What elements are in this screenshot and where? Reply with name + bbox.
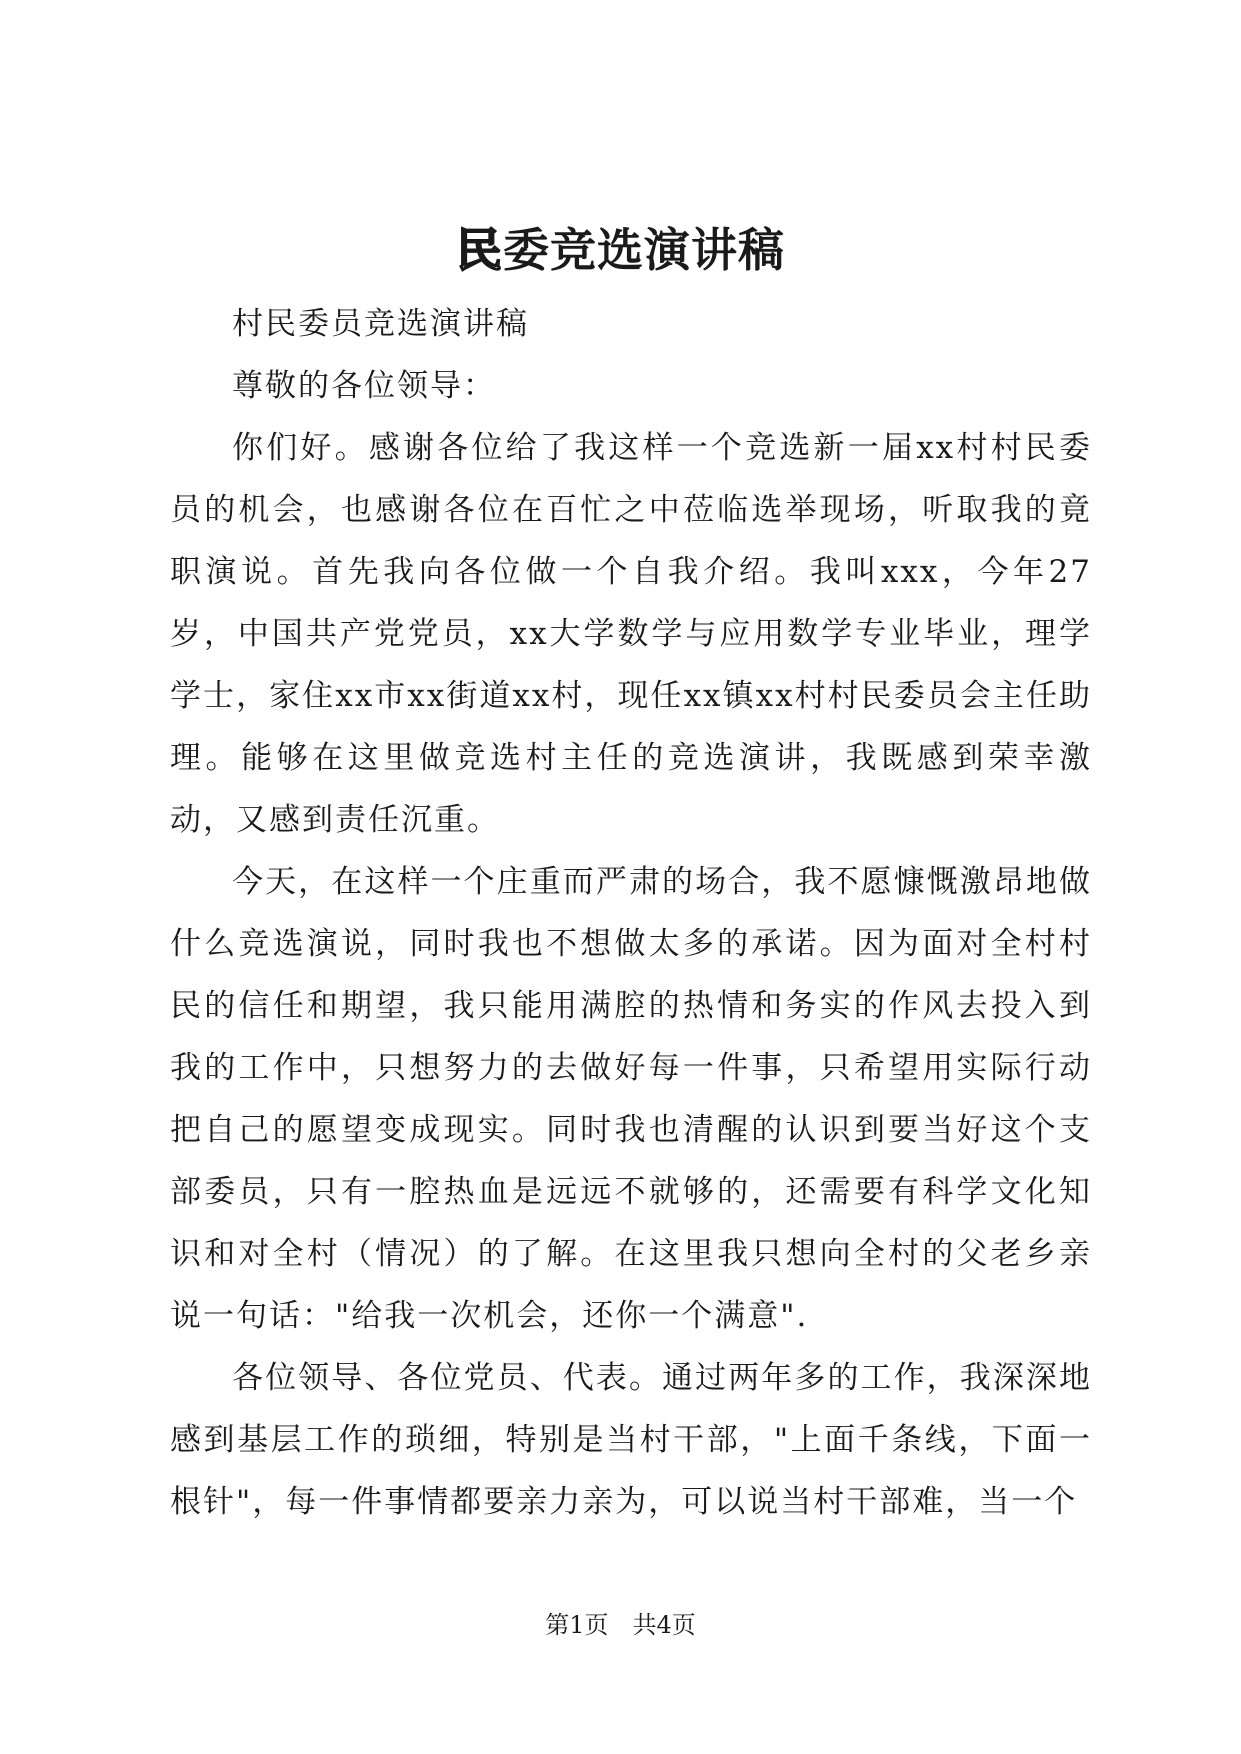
subtitle-line: 村民委员竞选演讲稿 [232, 306, 529, 342]
paragraph-introduction: 你们好。感谢各位给了我这样一个竞选新一届xx村村民委员的机会，也感谢各位在百忙之中莅临选举现场，听取我的竟职演说。首先我向各位做一个自我介绍。我叫xxx，今年27岁，中国共产党党员，xx大学数学与应用数学专业毕业，理学学士，家住xx市xx街道xx村，现任xx镇xx村村民委员会主任助理。能够在这里做竞选村主任的竞选演讲，我既感到荣幸激动，又感到责任沉重。 [170, 430, 1092, 838]
title-first-char: 民 [456, 223, 503, 277]
salutation: 尊敬的各位领导： [232, 368, 496, 404]
paragraph-experience: 各位领导、各位党员、代表。通过两年多的工作，我深深地感到基层工作的琐细，特别是当村干部，"上面千条线，下面一根针"，每一件事情都要亲力亲为，可以说当村干部难，当一个 [170, 1360, 1092, 1520]
title-rest: 委竞选演讲稿 [503, 223, 785, 277]
document-title [0, 215, 1241, 285]
page-total: 共4页 [632, 1611, 696, 1639]
paragraph-commitment: 今天，在这样一个庄重而严肃的场合，我不愿慷慨激昂地做什么竞选演说，同时我也不想做太多的承诺。因为面对全村村民的信任和期望，我只能用满腔的热情和务实的作风去投入到我的工作中，只想努力的去做好每一件事，只希望用实际行动把自己的愿望变成现实。同时我也清醒的认识到要当好这个支部委员，只有一腔热血是远远不就够的，还需要有科学文化知识和对全村（情况）的了解。在这里我只想向全村的父老乡亲说一句话："给我一次机会，还你一个满意". [170, 864, 1092, 1334]
page-number: 第1页 [545, 1611, 609, 1639]
page-footer [0, 1608, 1241, 1642]
document-body [170, 293, 1092, 1533]
